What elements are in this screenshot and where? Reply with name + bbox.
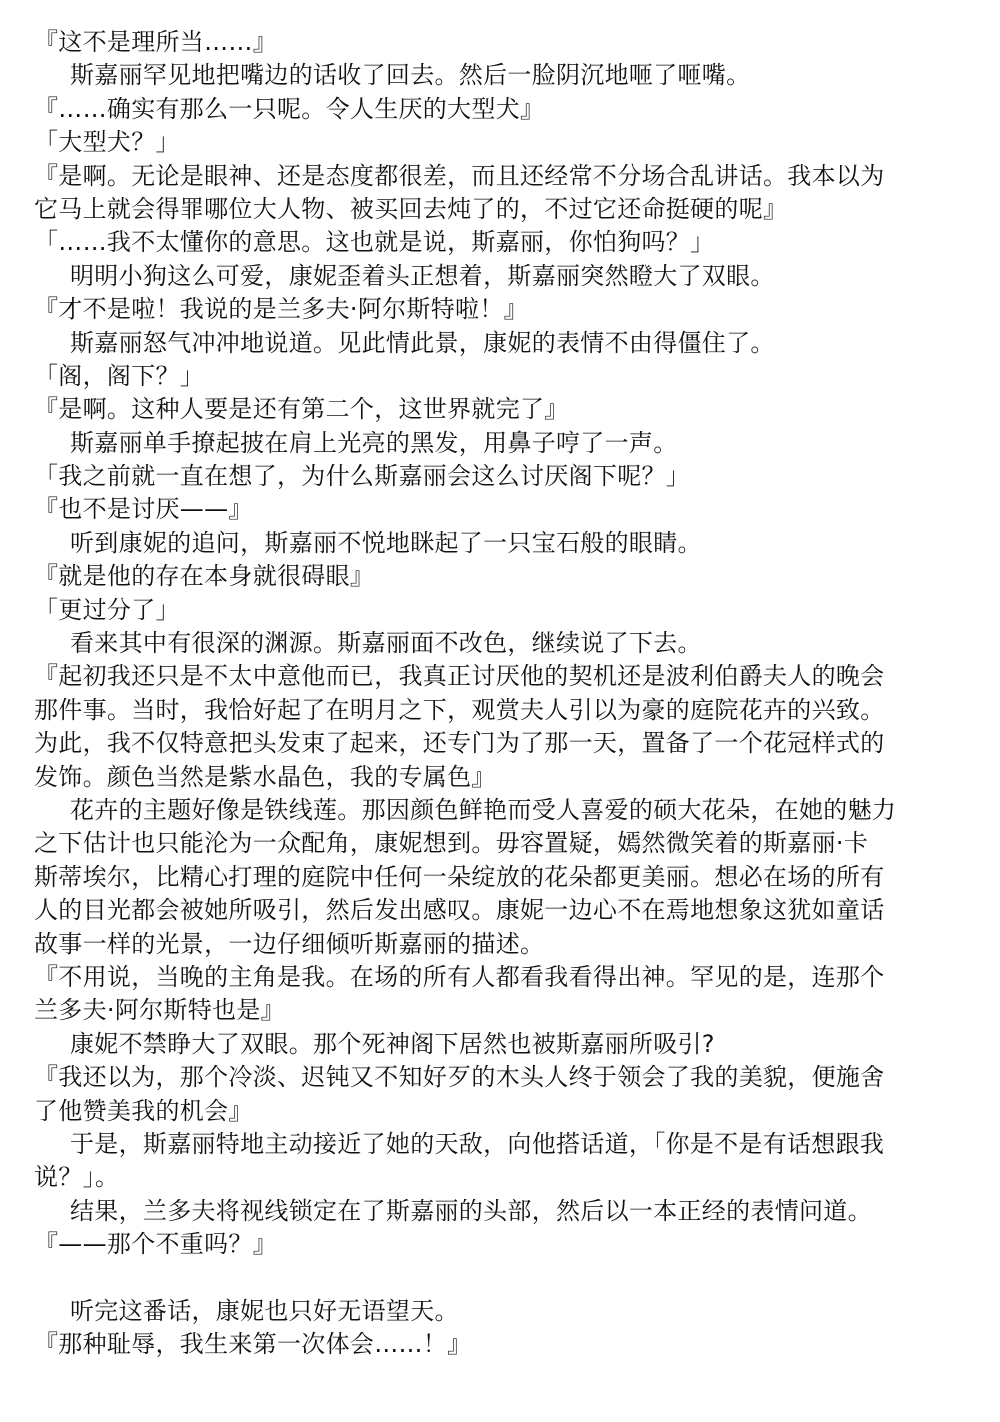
dialogue-line: 『就是他的存在本身就很碍眼』	[34, 562, 375, 591]
dialogue-line: 『那种耻辱，我生来第一次体会……！』	[34, 1330, 472, 1359]
narration-line: 斯嘉丽单手撩起披在肩上光亮的黑发，用鼻子哼了一声。	[70, 428, 678, 457]
narration-line: 于是，斯嘉丽特地主动接近了她的天敌，向他搭话道，「你是不是有话想跟我	[70, 1129, 885, 1158]
dialogue-line: 那件事。当时，我恰好起了在明月之下，观赏夫人引以为豪的庭院花卉的兴致。	[34, 695, 885, 724]
narration-line: 人的目光都会被她所吸引，然后发出感叹。康妮一边心不在焉地想象这犹如童话	[34, 896, 885, 925]
dialogue-line: 「更过分了」	[34, 595, 180, 624]
dialogue-line: 『这不是理所当……』	[34, 28, 277, 56]
narration-line: 听到康妮的追问，斯嘉丽不悦地眯起了一只宝石般的眼睛。	[70, 528, 702, 557]
narration-line: 斯嘉丽怒气冲冲地说道。见此情此景，康妮的表情不由得僵住了。	[70, 328, 775, 357]
narration-line: 花卉的主题好像是铁线莲。那因颜色鲜艳而受人喜爱的硕大花朵，在她的魅力	[70, 795, 897, 824]
narration-line: 斯嘉丽罕见地把嘴边的话收了回去。然后一脸阴沉地咂了咂嘴。	[70, 61, 751, 90]
dialogue-line: 『是啊。这种人要是还有第二个，这世界就完了』	[34, 395, 569, 424]
narration-line: 明明小狗这么可爱，康妮歪着头正想着，斯嘉丽突然瞪大了双眼。	[70, 261, 775, 290]
dialogue-line: 「大型犬？」	[34, 128, 180, 157]
dialogue-line: 它马上就会得罪哪位大人物、被买回去炖了的，不过它还命挺硬的呢』	[34, 194, 788, 223]
dialogue-line: 『不用说，当晚的主角是我。在场的所有人都看我看得出神。罕见的是，连那个	[34, 962, 885, 991]
dialogue-line: 「……我不太懂你的意思。这也就是说，斯嘉丽，你怕狗吗？」	[34, 228, 715, 257]
narration-line: 听完这番话，康妮也只好无语望天。	[70, 1296, 459, 1325]
narration-line: 看来其中有很深的渊源。斯嘉丽面不改色，继续说了下去。	[70, 629, 702, 658]
dialogue-line: 兰多夫·阿尔斯特也是』	[34, 996, 285, 1025]
novel-text	[34, 26, 969, 1362]
dialogue-line: 『……确实有那么一只呢。令人生厌的大型犬』	[34, 94, 545, 123]
dialogue-line: 发饰。颜色当然是紫水晶色，我的专属色』	[34, 762, 496, 791]
dialogue-line: 「阁，阁下？」	[34, 361, 205, 390]
narration-line: 结果，兰多夫将视线锁定在了斯嘉丽的头部，然后以一本正经的表情问道。	[70, 1196, 872, 1225]
dialogue-line: 『才不是啦！我说的是兰多夫·阿尔斯特啦！』	[34, 295, 528, 324]
dialogue-line: 『——那个不重吗？』	[34, 1230, 277, 1259]
dialogue-line: 『起初我还只是不太中意他而已，我真正讨厌他的契机还是波利伯爵夫人的晚会	[34, 662, 885, 691]
narration-line: 之下估计也只能沦为一众配角，康妮想到。毋容置疑，嫣然微笑着的斯嘉丽·卡	[34, 829, 869, 858]
narration-line: 斯蒂埃尔，比精心打理的庭院中任何一朵绽放的花朵都更美丽。想必在场的所有	[34, 862, 885, 891]
dialogue-line: 『我还以为，那个冷淡、迟钝又不知好歹的木头人终于领会了我的美貌，便施舍	[34, 1063, 885, 1092]
dialogue-line: 「我之前就一直在想了，为什么斯嘉丽会这么讨厌阁下呢？」	[34, 462, 691, 491]
dialogue-line: 『是啊。无论是眼神、还是态度都很差，而且还经常不分场合乱讲话。我本以为	[34, 161, 885, 190]
blank-line	[34, 1261, 969, 1294]
dialogue-line: 了他赞美我的机会』	[34, 1096, 253, 1125]
narration-line: 康妮不禁睁大了双眼。那个死神阁下居然也被斯嘉丽所吸引?	[70, 1029, 715, 1058]
narration-line: 说？」。	[34, 1163, 120, 1192]
dialogue-line: 『也不是讨厌——』	[34, 495, 253, 524]
narration-line: 故事一样的光景，一边仔细倾听斯嘉丽的描述。	[34, 929, 545, 958]
dialogue-line: 为此，我不仅特意把头发束了起来，还专门为了那一天，置备了一个花冠样式的	[34, 729, 885, 758]
